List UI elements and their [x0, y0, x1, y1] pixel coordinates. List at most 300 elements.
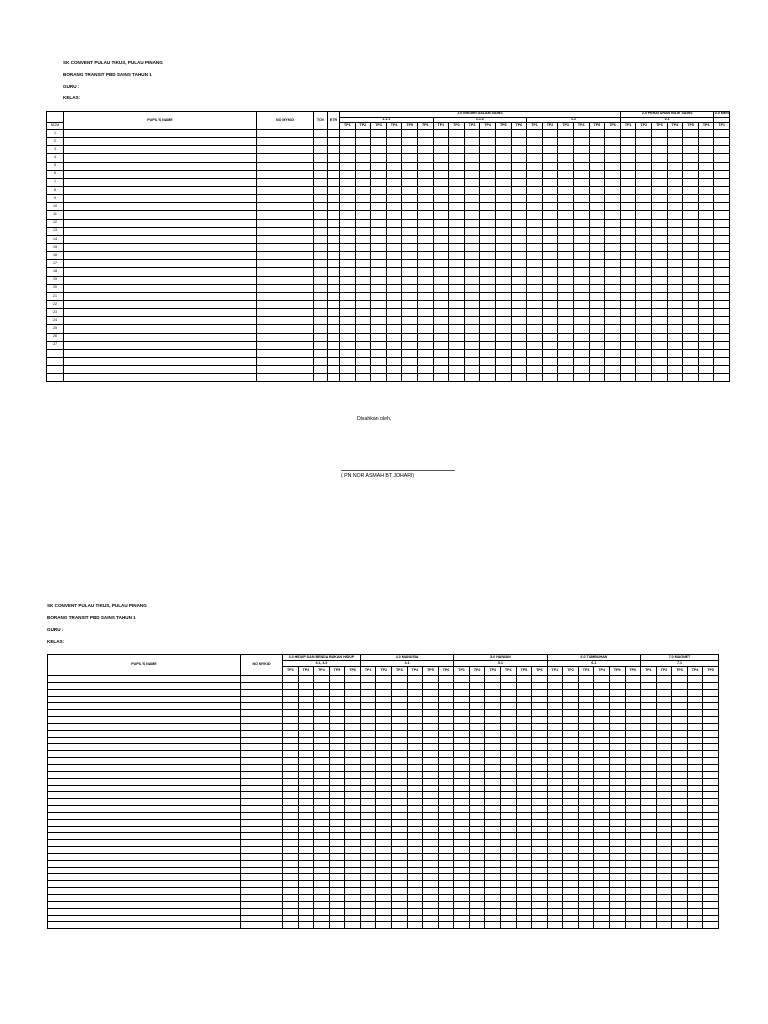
empty-cell [573, 252, 589, 260]
empty-cell [485, 771, 501, 778]
empty-cell [376, 915, 392, 922]
tp-header: TP1 [527, 123, 543, 130]
empty-cell [672, 908, 688, 915]
empty-cell [345, 737, 361, 744]
empty-cell [641, 785, 657, 792]
empty-cell [464, 374, 480, 382]
empty-cell [578, 744, 594, 751]
empty-cell [594, 771, 610, 778]
empty-cell [683, 170, 699, 178]
empty-cell [423, 806, 439, 813]
empty-cell [620, 227, 636, 235]
empty-cell [48, 908, 241, 915]
nom-header: NOM [47, 123, 64, 130]
empty-cell [407, 908, 423, 915]
empty-cell [407, 806, 423, 813]
empty-cell [527, 374, 543, 382]
empty-cell [609, 867, 625, 874]
empty-cell [360, 751, 376, 758]
name-header: PUPIL'S NAME [64, 112, 257, 130]
table-row [48, 737, 719, 744]
empty-cell [605, 154, 621, 162]
empty-cell [469, 785, 485, 792]
table-row [47, 268, 730, 276]
empty-cell [329, 922, 345, 929]
empty-cell [609, 833, 625, 840]
row-number: 14 [47, 235, 64, 243]
empty-cell [407, 737, 423, 744]
empty-cell [656, 696, 672, 703]
empty-cell [48, 737, 241, 744]
empty-cell [449, 186, 465, 194]
empty-cell [376, 826, 392, 833]
empty-cell [423, 901, 439, 908]
empty-cell [345, 730, 361, 737]
empty-cell [698, 154, 714, 162]
empty-cell [672, 696, 688, 703]
row-number [47, 374, 64, 382]
tov-header: TOV [314, 112, 328, 130]
empty-cell [656, 778, 672, 785]
empty-cell [360, 758, 376, 765]
empty-cell [407, 901, 423, 908]
table-row [48, 867, 719, 874]
empty-cell [641, 874, 657, 881]
empty-cell [500, 806, 516, 813]
empty-cell [641, 696, 657, 703]
row-number [47, 357, 64, 365]
empty-cell [423, 676, 439, 683]
empty-cell [241, 915, 283, 922]
empty-cell [703, 826, 719, 833]
empty-cell [547, 682, 563, 689]
empty-cell [376, 764, 392, 771]
tp-header: TP1 [641, 667, 657, 676]
empty-cell [558, 366, 574, 374]
empty-cell [532, 819, 548, 826]
empty-cell [573, 333, 589, 341]
empty-cell [589, 243, 605, 251]
empty-cell [438, 915, 454, 922]
empty-cell [64, 292, 257, 300]
empty-cell [485, 819, 501, 826]
empty-cell [283, 744, 299, 751]
empty-cell [454, 751, 470, 758]
empty-cell [532, 689, 548, 696]
empty-cell [703, 676, 719, 683]
empty-cell [329, 826, 345, 833]
empty-cell [683, 235, 699, 243]
empty-cell [714, 186, 730, 194]
empty-cell [371, 317, 387, 325]
empty-cell [652, 195, 668, 203]
tp-header: TP4 [594, 667, 610, 676]
empty-cell [283, 676, 299, 683]
empty-cell [609, 689, 625, 696]
tp-header: TP6 [605, 123, 621, 130]
table-row [48, 751, 719, 758]
empty-cell [609, 853, 625, 860]
table-row [48, 833, 719, 840]
empty-cell [386, 146, 402, 154]
row-number: 27 [47, 341, 64, 349]
empty-cell [314, 881, 330, 888]
empty-cell [360, 881, 376, 888]
empty-cell [345, 888, 361, 895]
empty-cell [360, 908, 376, 915]
empty-cell [687, 840, 703, 847]
table-row [47, 138, 730, 146]
empty-cell [547, 723, 563, 730]
empty-cell [573, 309, 589, 317]
table-row [48, 792, 719, 799]
empty-cell [609, 874, 625, 881]
empty-cell [283, 751, 299, 758]
group-header: 4.0 MANUSIA [360, 655, 453, 661]
empty-cell [652, 243, 668, 251]
empty-cell [683, 203, 699, 211]
empty-cell [392, 908, 408, 915]
empty-cell [438, 710, 454, 717]
empty-cell [454, 676, 470, 683]
empty-cell [594, 888, 610, 895]
empty-cell [329, 676, 345, 683]
empty-cell [298, 792, 314, 799]
empty-cell [454, 682, 470, 689]
empty-cell [652, 357, 668, 365]
empty-cell [449, 252, 465, 260]
empty-cell [314, 682, 330, 689]
empty-cell [376, 730, 392, 737]
empty-cell [703, 717, 719, 724]
empty-cell [511, 292, 527, 300]
empty-cell [683, 186, 699, 194]
empty-cell [402, 309, 418, 317]
empty-cell [386, 309, 402, 317]
group-header: 7.0 MAGNET [641, 655, 719, 661]
empty-cell [423, 778, 439, 785]
empty-cell [636, 227, 652, 235]
empty-cell [542, 357, 558, 365]
empty-cell [656, 915, 672, 922]
empty-cell [683, 146, 699, 154]
subgroup-header: 5.1 [454, 661, 547, 667]
empty-cell [417, 276, 433, 284]
empty-cell [371, 276, 387, 284]
empty-cell [407, 723, 423, 730]
empty-cell [547, 908, 563, 915]
empty-cell [500, 888, 516, 895]
row-number: 18 [47, 268, 64, 276]
empty-cell [283, 901, 299, 908]
empty-cell [355, 154, 371, 162]
empty-cell [485, 826, 501, 833]
empty-cell [511, 325, 527, 333]
empty-cell [438, 737, 454, 744]
empty-cell [464, 162, 480, 170]
empty-cell [438, 840, 454, 847]
empty-cell [495, 366, 511, 374]
empty-cell [329, 778, 345, 785]
empty-cell [449, 300, 465, 308]
empty-cell [328, 366, 340, 374]
empty-cell [469, 744, 485, 751]
empty-cell [423, 737, 439, 744]
table-row [47, 162, 730, 170]
table-row [47, 374, 730, 382]
empty-cell [527, 309, 543, 317]
empty-cell [672, 895, 688, 902]
empty-cell [329, 888, 345, 895]
empty-cell [547, 792, 563, 799]
nom-header-spacer [47, 112, 64, 123]
empty-cell [392, 730, 408, 737]
empty-cell [532, 895, 548, 902]
empty-cell [454, 799, 470, 806]
empty-cell [687, 689, 703, 696]
empty-cell [547, 676, 563, 683]
empty-cell [558, 162, 574, 170]
empty-cell [485, 696, 501, 703]
empty-cell [563, 901, 579, 908]
empty-cell [609, 710, 625, 717]
empty-cell [402, 374, 418, 382]
empty-cell [340, 276, 356, 284]
table-row [47, 252, 730, 260]
empty-cell [516, 908, 532, 915]
empty-cell [257, 300, 314, 308]
row-number: 20 [47, 284, 64, 292]
empty-cell [386, 349, 402, 357]
empty-cell [386, 219, 402, 227]
empty-cell [360, 847, 376, 854]
empty-cell [454, 744, 470, 751]
empty-cell [558, 300, 574, 308]
empty-cell [698, 292, 714, 300]
empty-cell [241, 901, 283, 908]
empty-cell [469, 751, 485, 758]
empty-cell [683, 219, 699, 227]
empty-cell [360, 744, 376, 751]
empty-cell [241, 792, 283, 799]
empty-cell [392, 826, 408, 833]
empty-cell [652, 211, 668, 219]
empty-cell [298, 853, 314, 860]
empty-cell [314, 268, 328, 276]
empty-cell [392, 915, 408, 922]
empty-cell [438, 860, 454, 867]
empty-cell [703, 703, 719, 710]
empty-cell [438, 819, 454, 826]
empty-cell [578, 806, 594, 813]
empty-cell [371, 195, 387, 203]
empty-cell [392, 853, 408, 860]
empty-cell [652, 333, 668, 341]
empty-cell [328, 300, 340, 308]
empty-cell [433, 260, 449, 268]
empty-cell [469, 833, 485, 840]
empty-cell [449, 203, 465, 211]
empty-cell [48, 758, 241, 765]
empty-cell [298, 771, 314, 778]
empty-cell [703, 860, 719, 867]
tp-header: TP5 [589, 123, 605, 130]
empty-cell [495, 178, 511, 186]
empty-cell [355, 268, 371, 276]
empty-cell [703, 806, 719, 813]
empty-cell [64, 252, 257, 260]
empty-cell [698, 227, 714, 235]
empty-cell [620, 211, 636, 219]
empty-cell [48, 901, 241, 908]
empty-cell [48, 867, 241, 874]
empty-cell [547, 778, 563, 785]
empty-cell [392, 847, 408, 854]
empty-cell [314, 154, 328, 162]
empty-cell [480, 203, 496, 211]
empty-cell [438, 799, 454, 806]
empty-cell [605, 170, 621, 178]
empty-cell [532, 881, 548, 888]
empty-cell [558, 292, 574, 300]
empty-cell [527, 235, 543, 243]
empty-cell [542, 317, 558, 325]
empty-cell [298, 744, 314, 751]
subgroup-header: 2.1 [620, 117, 714, 123]
empty-cell [485, 717, 501, 724]
empty-cell [454, 908, 470, 915]
empty-cell [386, 317, 402, 325]
empty-cell [547, 806, 563, 813]
empty-cell [48, 778, 241, 785]
empty-cell [516, 915, 532, 922]
empty-cell [464, 186, 480, 194]
empty-cell [454, 771, 470, 778]
guru-label: GURU : [63, 84, 80, 89]
empty-cell [667, 260, 683, 268]
empty-cell [636, 186, 652, 194]
empty-cell [417, 219, 433, 227]
empty-cell [594, 812, 610, 819]
empty-cell [641, 717, 657, 724]
empty-cell [714, 341, 730, 349]
empty-cell [547, 833, 563, 840]
empty-cell [48, 792, 241, 799]
empty-cell [573, 195, 589, 203]
empty-cell [438, 826, 454, 833]
empty-cell [516, 696, 532, 703]
empty-cell [667, 284, 683, 292]
empty-cell [449, 227, 465, 235]
empty-cell [573, 349, 589, 357]
empty-cell [698, 186, 714, 194]
empty-cell [578, 812, 594, 819]
empty-cell [714, 357, 730, 365]
row-number: 1 [47, 130, 64, 138]
empty-cell [698, 276, 714, 284]
empty-cell [594, 737, 610, 744]
empty-cell [329, 730, 345, 737]
empty-cell [402, 357, 418, 365]
empty-cell [589, 268, 605, 276]
empty-cell [328, 357, 340, 365]
empty-cell [714, 333, 730, 341]
empty-cell [547, 853, 563, 860]
empty-cell [573, 162, 589, 170]
empty-cell [464, 366, 480, 374]
empty-cell [495, 130, 511, 138]
table-row [47, 227, 730, 235]
empty-cell [392, 703, 408, 710]
empty-cell [283, 819, 299, 826]
empty-cell [500, 689, 516, 696]
table-row [48, 826, 719, 833]
empty-cell [485, 806, 501, 813]
empty-cell [527, 260, 543, 268]
empty-cell [605, 284, 621, 292]
empty-cell [64, 268, 257, 276]
empty-cell [542, 219, 558, 227]
tp-header: TP1 [433, 123, 449, 130]
empty-cell [625, 771, 641, 778]
empty-cell [298, 908, 314, 915]
empty-cell [656, 867, 672, 874]
empty-cell [636, 146, 652, 154]
empty-cell [527, 170, 543, 178]
empty-cell [605, 235, 621, 243]
tp-header: TP5 [703, 667, 719, 676]
empty-cell [449, 317, 465, 325]
empty-cell [625, 737, 641, 744]
empty-cell [605, 138, 621, 146]
empty-cell [620, 276, 636, 284]
empty-cell [257, 195, 314, 203]
empty-cell [703, 758, 719, 765]
tp-header: TP4 [480, 123, 496, 130]
empty-cell [625, 703, 641, 710]
empty-cell [485, 710, 501, 717]
empty-cell [345, 689, 361, 696]
empty-cell [392, 689, 408, 696]
empty-cell [641, 806, 657, 813]
empty-cell [558, 154, 574, 162]
empty-cell [714, 276, 730, 284]
empty-cell [609, 758, 625, 765]
empty-cell [636, 284, 652, 292]
empty-cell [407, 840, 423, 847]
empty-cell [495, 243, 511, 251]
empty-cell [683, 300, 699, 308]
empty-cell [687, 812, 703, 819]
empty-cell [241, 840, 283, 847]
empty-cell [417, 130, 433, 138]
empty-cell [495, 170, 511, 178]
empty-cell [48, 847, 241, 854]
empty-cell [328, 284, 340, 292]
empty-cell [257, 357, 314, 365]
empty-cell [641, 867, 657, 874]
table-row [48, 758, 719, 765]
empty-cell [360, 895, 376, 902]
empty-cell [558, 227, 574, 235]
empty-cell [345, 833, 361, 840]
empty-cell [578, 778, 594, 785]
empty-cell [703, 737, 719, 744]
empty-cell [433, 146, 449, 154]
empty-cell [605, 349, 621, 357]
empty-cell [449, 178, 465, 186]
empty-cell [433, 374, 449, 382]
